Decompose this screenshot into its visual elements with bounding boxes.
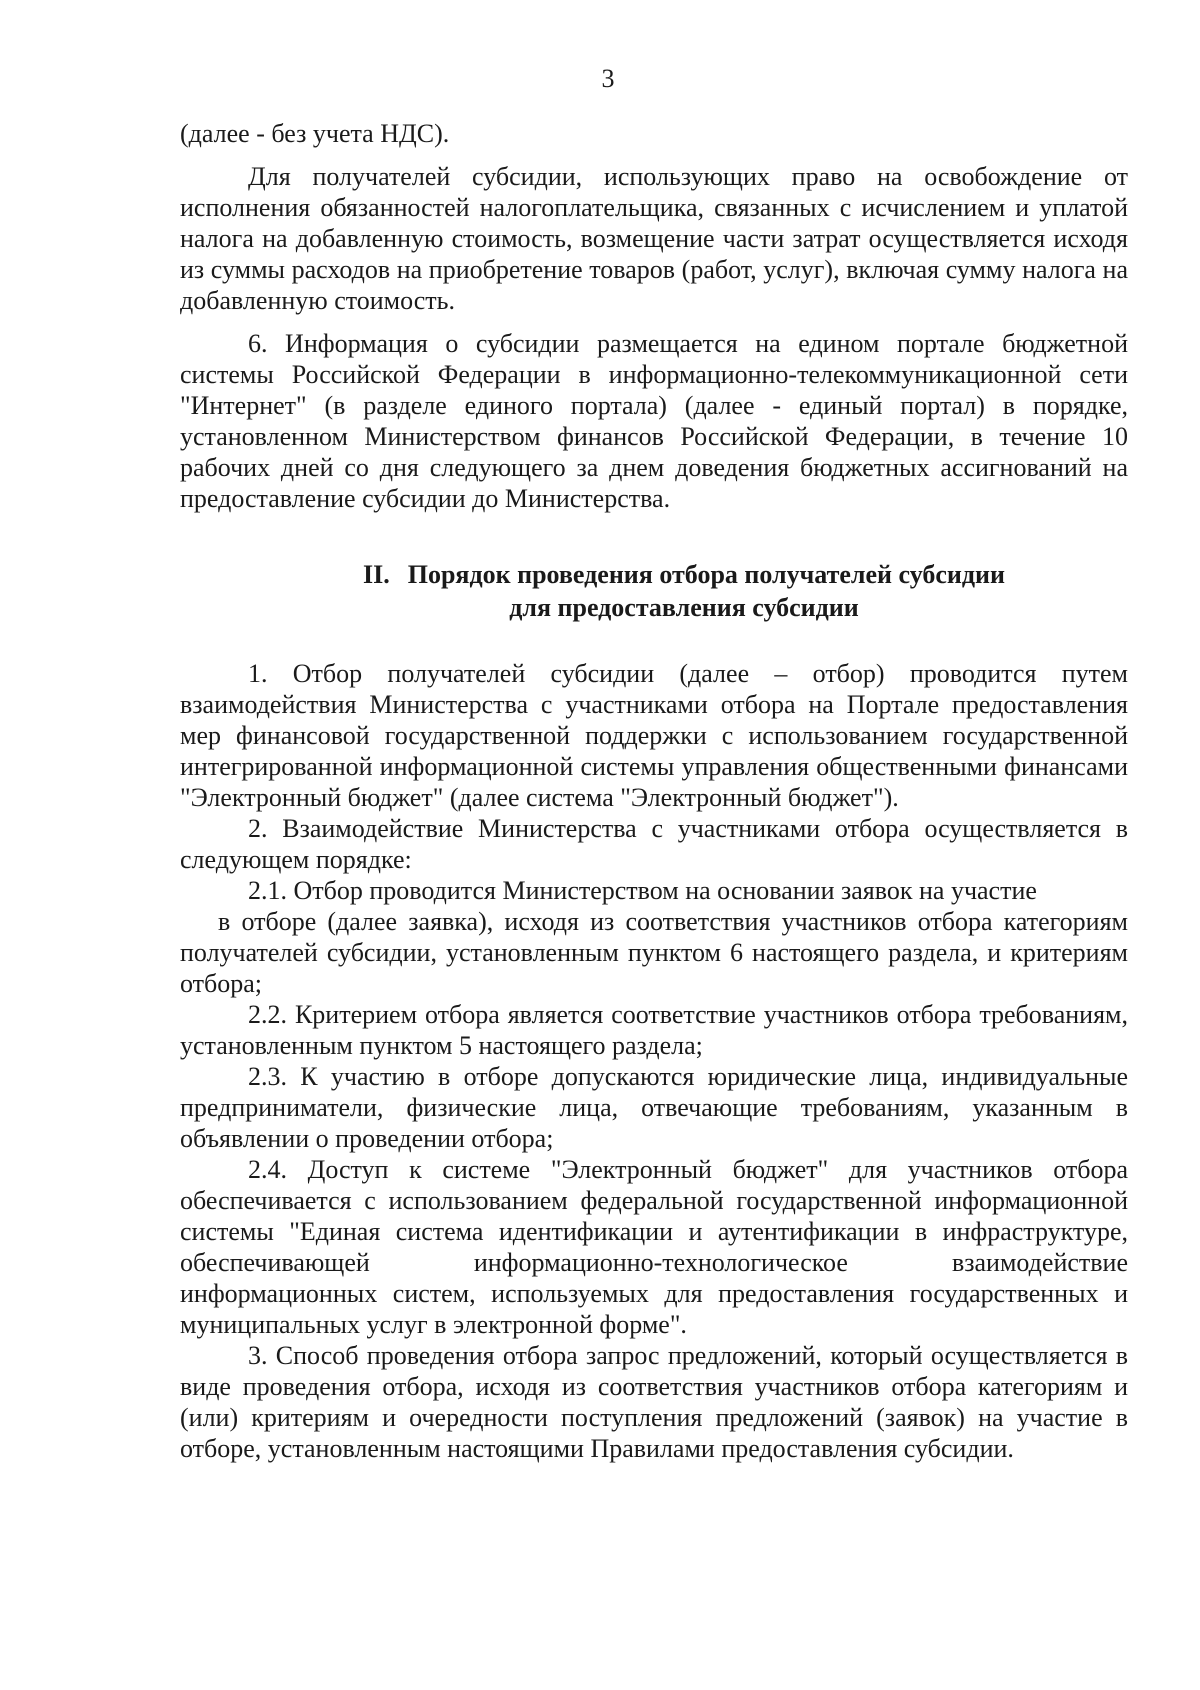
section-number: II. [362, 560, 390, 589]
section-heading [180, 558, 1128, 624]
paragraph-section-item-2-1-cont: в отборе (далее заявка), исходя из соответствия участников отбора категориям получателей субсидии, установленным пунктом 6 настоящего раздела, и критериям отбора; [180, 907, 1128, 998]
paragraph-section-item-2-1: 2.1. Отбор проводится Министерством на основании заявок на участие [248, 876, 1037, 905]
paragraph-section-item-2: 2. Взаимодействие Министерства с участниками отбора осуществляется в следующем порядке: [180, 814, 1128, 874]
paragraph-vat-exemption: Для получателей субсидии, использующих право на освобождение от исполнения обязанностей налогоплательщика, связанных с исчислением и уплатой налога на добавленную стоимость, возмещение части затрат осуществляется исходя из суммы расходов на приобретение товаров (работ, услуг), включая сумму налога на добавленную стоимость. [180, 162, 1128, 315]
paragraph-section-item-1: 1. Отбор получателей субсидии (далее – отбор) проводится путем взаимодействия Министерства с участниками отбора на Портале предоставления мер финансовой государственной поддержки с использованием государственной интегрированной информационной системы управления общественными финансами "Электронный бюджет" (далее система "Электронный бюджет"). [180, 659, 1128, 812]
section-title-line-2: для предоставления субсидии [509, 593, 859, 622]
section-heading-line-1 [240, 558, 1128, 591]
paragraph-continuation: (далее - без учета НДС). [180, 119, 450, 148]
page-number: 3 [601, 64, 615, 93]
paragraph-section-item-3: 3. Способ проведения отбора запрос предложений, который осуществляется в виде проведения отбора, исходя из соответствия участников отбора категориям и (или) критериям и очередности поступления предложений (заявок) на участие в отборе, установленным настоящими Правилами предоставления субсидии. [180, 1341, 1128, 1463]
paragraph-item-6: 6. Информация о субсидии размещается на едином портале бюджетной системы Российской Федерации в информационно-телекоммуникационной сети "Интернет" (в разделе единого портала) (далее - единый портал) в порядке, установленном Министерством финансов Российской Федерации, в течение 10 рабочих дней со дня следующего за днем доведения бюджетных ассигнований на предоставление субсидии до Министерства. [180, 329, 1128, 513]
paragraph-section-item-2-3: 2.3. К участию в отборе допускаются юридические лица, индивидуальные предприниматели, физические лица, отвечающие требованиям, указанным в объявлении о проведении отбора; [180, 1062, 1128, 1153]
document-body [180, 118, 1128, 1464]
section-title-line-1: Порядок проведения отбора получателей субсидии [407, 560, 1006, 589]
paragraph-section-item-2-4: 2.4. Доступ к системе "Электронный бюджет" для участников отбора обеспечивается с использованием федеральной государственной информационной системы "Единая система идентификации и аутентификации в инфраструктуре, обеспечивающей информационно-технологическое взаимодействие информационных систем, используемых для предоставления государственных и муниципальных услуг в электронной форме". [180, 1155, 1128, 1339]
paragraph-section-item-2-2: 2.2. Критерием отбора является соответствие участников отбора требованиям, установленным пунктом 5 настоящего раздела; [180, 1000, 1128, 1060]
